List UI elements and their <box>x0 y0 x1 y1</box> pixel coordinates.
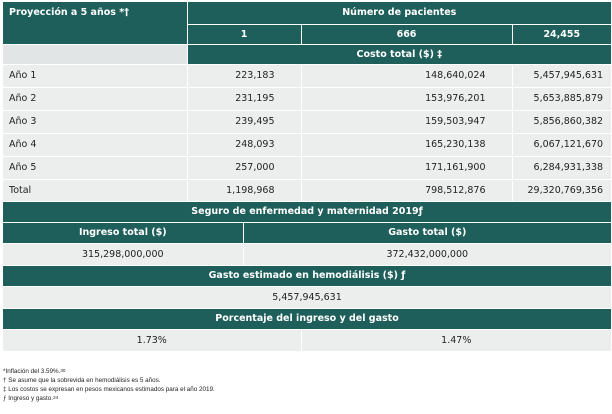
cell-24455-patients: 5,653,885,879 <box>512 87 611 110</box>
expense-total-value: 372,432,000,000 <box>243 243 611 265</box>
percentage-values-row <box>3 329 611 351</box>
footnote-income-expense: ƒ Ingreso y gasto.$^{24}$ <box>3 395 59 402</box>
total-1-patient: 1,198,968 <box>187 179 301 201</box>
insurance-subheader-row <box>3 222 611 243</box>
cell-666-patients: 165,230,138 <box>301 133 512 156</box>
cell-1-patient: 248,093 <box>187 133 301 156</box>
row-label: Año 1 <box>3 64 187 87</box>
cell-666-patients: 153,976,201 <box>301 87 512 110</box>
cell-24455-patients: 6,284,931,338 <box>512 156 611 179</box>
cell-24455-patients: 5,457,945,631 <box>512 64 611 87</box>
cell-1-patient: 223,183 <box>187 64 301 87</box>
cell-24455-patients: 5,856,860,382 <box>512 110 611 133</box>
income-total-header: Ingreso total ($) <box>3 222 243 243</box>
table-row <box>3 110 611 133</box>
hemodialysis-header-row <box>3 265 611 286</box>
table-row <box>3 156 611 179</box>
income-total-value: 315,298,000,000 <box>3 243 243 265</box>
table-row <box>3 133 611 156</box>
cell-24455-patients: 6,067,121,670 <box>512 133 611 156</box>
cost-projection-table <box>3 2 611 351</box>
expense-percentage: 1.47% <box>301 329 611 351</box>
cell-1-patient: 257,000 <box>187 156 301 179</box>
income-percentage: 1.73% <box>3 329 301 351</box>
cell-1-patient: 231,195 <box>187 87 301 110</box>
total-row <box>3 179 611 201</box>
table-row <box>3 87 611 110</box>
footnotes <box>3 367 215 403</box>
footnote-ref: 30 <box>60 368 66 373</box>
row-label: Año 2 <box>3 87 187 110</box>
insurance-values-row <box>3 243 611 265</box>
footnote-ref: 24 <box>53 395 59 400</box>
header-blank-cell <box>3 44 187 64</box>
projection-header: Proyección a 5 años *† <box>3 2 187 44</box>
patients-count-1: 1 <box>187 24 301 44</box>
total-24455-patients: 29,320,769,356 <box>512 179 611 201</box>
cell-666-patients: 148,640,024 <box>301 64 512 87</box>
patients-count-2: 666 <box>301 24 512 44</box>
insurance-title: Seguro de enfermedad y maternidad 2019ƒ <box>3 201 611 222</box>
patients-header: Número de pacientes <box>187 2 611 24</box>
hemodialysis-value: 5,457,945,631 <box>3 286 611 308</box>
cell-1-patient: 239,495 <box>187 110 301 133</box>
footnote-survival: † Se asume que la sobrevida en hemodiálisis es 5 años. <box>3 377 161 384</box>
row-label: Año 4 <box>3 133 187 156</box>
cell-666-patients: 159,503,947 <box>301 110 512 133</box>
footnote-inflation: *Inflación del 3.59%.$^{30}$ <box>3 368 66 375</box>
row-label: Año 3 <box>3 110 187 133</box>
table-row <box>3 64 611 87</box>
expense-total-header: Gasto total ($) <box>243 222 611 243</box>
header-row-3 <box>3 44 611 64</box>
hemodialysis-title: Gasto estimado en hemodiálisis ($) ƒ <box>3 265 611 286</box>
percentage-header-row <box>3 308 611 329</box>
insurance-header-row <box>3 201 611 222</box>
total-666-patients: 798,512,876 <box>301 179 512 201</box>
patients-count-3: 24,455 <box>512 24 611 44</box>
cost-header: Costo total ($) ‡ <box>187 44 611 64</box>
cell-666-patients: 171,161,900 <box>301 156 512 179</box>
header-row-1 <box>3 2 611 24</box>
row-label: Año 5 <box>3 156 187 179</box>
footnote-currency: ‡ Los costos se expresan en pesos mexicanos estimados para el año 2019. <box>3 386 215 393</box>
total-label: Total <box>3 179 187 201</box>
percentage-title: Porcentaje del ingreso y del gasto <box>3 308 611 329</box>
hemodialysis-value-row <box>3 286 611 308</box>
